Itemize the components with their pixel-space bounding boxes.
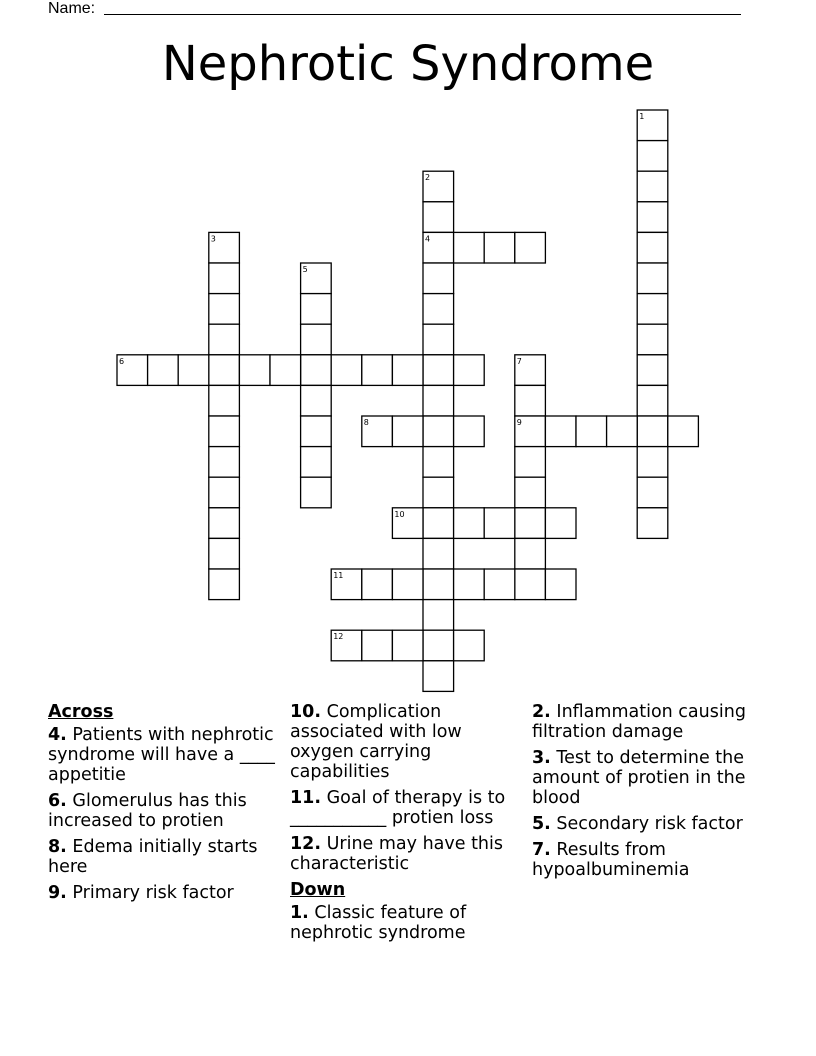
grid-cell[interactable] [423, 661, 454, 692]
grid-cell[interactable] [209, 508, 240, 539]
grid-cell[interactable] [637, 202, 668, 233]
grid-cell[interactable] [392, 355, 423, 386]
clue-down-1 [290, 903, 530, 943]
grid-cell[interactable] [484, 508, 515, 539]
grid-cell[interactable] [545, 508, 576, 539]
grid-cell[interactable] [270, 355, 301, 386]
grid-cell[interactable] [301, 324, 332, 355]
grid-cell[interactable] [209, 385, 240, 416]
grid-cell[interactable] [637, 141, 668, 172]
grid-cell[interactable] [637, 355, 668, 386]
clue-number: 11. [290, 788, 322, 808]
clue-text: Goal of therapy is to ___________ protien loss [290, 788, 506, 828]
grid-cell[interactable] [545, 416, 576, 447]
grid-cell[interactable] [209, 355, 240, 386]
grid-cell[interactable] [515, 569, 546, 600]
grid-cell[interactable] [637, 263, 668, 294]
grid-cell[interactable] [423, 538, 454, 569]
clue-number: 6. [48, 791, 67, 811]
grid-cell[interactable] [209, 263, 240, 294]
grid-cell[interactable] [637, 447, 668, 478]
cell-number: 4 [425, 234, 431, 244]
cell-number: 7 [516, 356, 522, 366]
grid-cell[interactable] [637, 171, 668, 202]
clue-down-3 [532, 748, 782, 808]
grid-cell[interactable] [637, 294, 668, 325]
clue-down-5 [532, 814, 782, 834]
grid-cell[interactable] [423, 416, 454, 447]
clue-text: Complication associated with low oxygen carrying capabilities [290, 702, 462, 782]
grid-cell[interactable] [454, 355, 485, 386]
grid-cell[interactable] [423, 263, 454, 294]
grid-cell[interactable] [209, 294, 240, 325]
clue-number: 5. [532, 814, 551, 834]
grid-cell[interactable] [454, 508, 485, 539]
clue-column-2 [290, 702, 530, 949]
clue-text: Inflammation causing filtration damage [532, 702, 746, 742]
clue-text: Classic feature of nephrotic syndrome [290, 903, 467, 943]
grid-cell[interactable] [362, 355, 393, 386]
clue-number: 8. [48, 837, 67, 857]
name-label: Name: [48, 0, 96, 17]
grid-cell[interactable] [209, 569, 240, 600]
grid-cell[interactable] [484, 569, 515, 600]
clue-number: 9. [48, 883, 67, 903]
grid-cell[interactable] [454, 232, 485, 263]
cell-number: 5 [302, 265, 308, 274]
grid-cell[interactable] [423, 385, 454, 416]
down-heading: Down [290, 880, 346, 900]
clue-number: 3. [532, 748, 551, 768]
grid-cell[interactable] [423, 355, 454, 386]
cell-number: 1 [639, 112, 645, 121]
grid-cell[interactable] [576, 416, 607, 447]
grid-cell[interactable] [668, 416, 699, 447]
clue-text: Patients with nephrotic syndrome will have a ____ appetitie [48, 725, 275, 785]
clue-down-2 [532, 702, 782, 742]
cell-number: 9 [516, 418, 522, 427]
cell-number: 8 [363, 418, 369, 427]
grid-cell[interactable] [301, 447, 332, 478]
clue-text: Urine may have this characteristic [290, 834, 504, 874]
grid-cell[interactable] [301, 416, 332, 447]
grid-cell[interactable] [454, 630, 485, 661]
clue-number: 10. [290, 702, 322, 722]
cell-number: 3 [210, 234, 216, 244]
page-title: Nephrotic Syndrome [161, 36, 655, 92]
grid-cell[interactable] [637, 477, 668, 508]
clue-across-10 [290, 702, 530, 782]
grid-cell[interactable] [209, 324, 240, 355]
cell-number: 6 [119, 356, 125, 366]
clue-number: 1. [290, 903, 309, 923]
grid-cell[interactable] [362, 569, 393, 600]
grid-cell[interactable] [423, 569, 454, 600]
grid-cell[interactable] [515, 447, 546, 478]
clue-text: Test to determine the amount of protien in the blood [532, 748, 746, 808]
clue-across-8 [48, 837, 288, 877]
grid-cell[interactable] [178, 355, 209, 386]
clue-across-9 [48, 883, 288, 903]
grid-cell[interactable] [637, 508, 668, 539]
grid-cell[interactable] [637, 416, 668, 447]
grid-cell[interactable] [423, 508, 454, 539]
grid-cell[interactable] [209, 477, 240, 508]
grid-cell[interactable] [392, 630, 423, 661]
grid-cell[interactable] [515, 232, 546, 263]
grid-cell[interactable] [423, 324, 454, 355]
grid-cell[interactable] [301, 294, 332, 325]
grid-cell[interactable] [515, 538, 546, 569]
clue-number: 7. [532, 840, 551, 860]
cell-number: 2 [425, 173, 431, 183]
grid-cell[interactable] [484, 232, 515, 263]
clue-across-4 [48, 725, 288, 785]
grid-cell[interactable] [301, 477, 332, 508]
clue-text: Secondary risk factor [556, 814, 743, 834]
grid-cell[interactable] [607, 416, 638, 447]
grid-cell[interactable] [423, 447, 454, 478]
grid-cell[interactable] [637, 385, 668, 416]
cell-number: 11 [333, 571, 344, 580]
grid-cell[interactable] [515, 477, 546, 508]
grid-cell[interactable] [423, 294, 454, 325]
clue-across-6 [48, 791, 288, 831]
clue-down-7 [532, 840, 782, 880]
grid-cell[interactable] [239, 355, 270, 386]
grid-cell[interactable] [209, 538, 240, 569]
grid-cell[interactable] [301, 385, 332, 416]
grid-cell[interactable] [392, 569, 423, 600]
clue-across-12 [290, 834, 530, 874]
clue-text: Glomerulus has this increased to protien [48, 791, 247, 831]
clue-column-1 [48, 702, 288, 909]
clue-text: Results from hypoalbuminemia [532, 840, 690, 880]
grid-cell[interactable] [392, 416, 423, 447]
clue-text: Edema initially starts here [48, 837, 258, 877]
clue-number: 2. [532, 702, 551, 722]
clue-text: Primary risk factor [72, 883, 234, 903]
cell-number: 10 [394, 509, 405, 519]
across-heading: Across [48, 702, 114, 722]
clue-number: 4. [48, 725, 67, 745]
grid-cell[interactable] [331, 355, 362, 386]
cell-number: 12 [333, 632, 344, 642]
grid-cell[interactable] [362, 630, 393, 661]
clue-number: 12. [290, 834, 322, 854]
grid-cell[interactable] [209, 416, 240, 447]
grid-cell[interactable] [637, 232, 668, 263]
grid-cell[interactable] [515, 508, 546, 539]
grid-cell[interactable] [637, 324, 668, 355]
grid-cell[interactable] [423, 202, 454, 233]
clue-column-3 [532, 702, 782, 886]
grid-cell[interactable] [301, 355, 332, 386]
grid-cell[interactable] [423, 600, 454, 631]
grid-cell[interactable] [209, 447, 240, 478]
grid-cell[interactable] [454, 416, 485, 447]
grid-cell[interactable] [454, 569, 485, 600]
grid-cell[interactable] [423, 477, 454, 508]
clue-across-11 [290, 788, 530, 828]
grid-cell[interactable] [423, 630, 454, 661]
grid-cell[interactable] [545, 569, 576, 600]
grid-cell[interactable] [148, 355, 179, 386]
grid-cell[interactable] [515, 385, 546, 416]
